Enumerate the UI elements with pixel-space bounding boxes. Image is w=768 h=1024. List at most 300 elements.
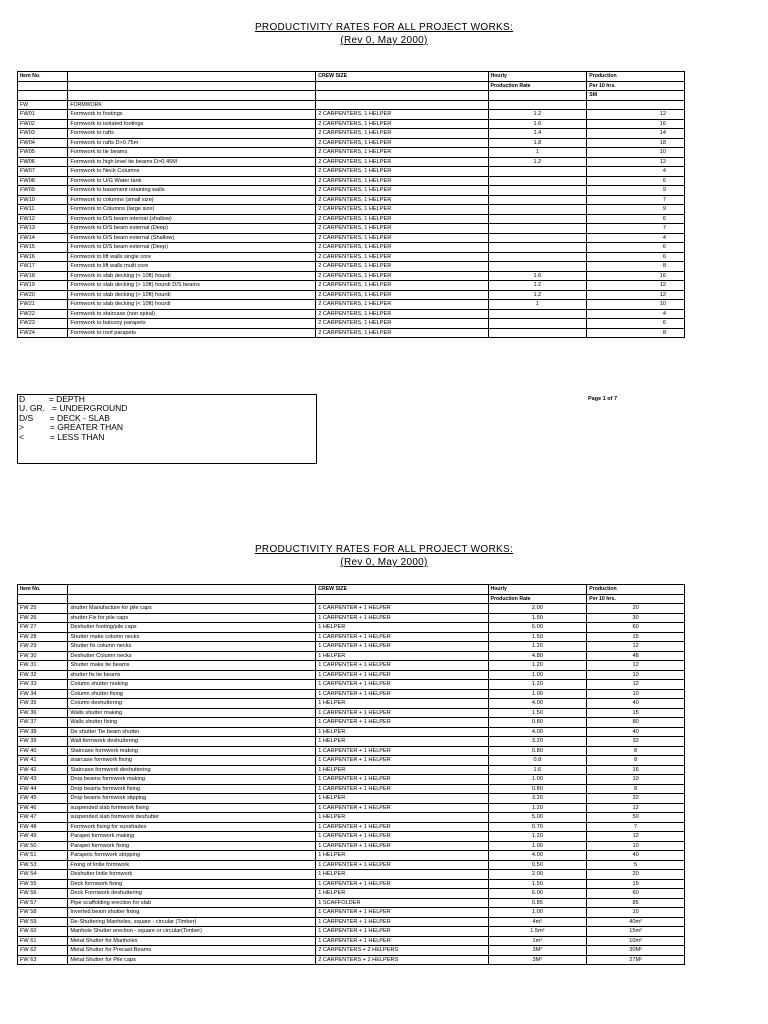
table-row [18,708,685,718]
crew-size: 2 CARPENTERS, 1 HELPER [316,205,488,215]
item-description: Parapet formwork making [68,832,316,842]
crew-size: 2 CARPENTERS, 1 HELPER [316,243,488,253]
production-per-10hrs: 9 [587,205,685,215]
header-row-2 [18,594,685,604]
item-code: FW 37 [18,718,68,728]
crew-size: 1 CARPENTER + 1 HELPER [316,917,488,927]
header-unit: SM [587,91,685,101]
hourly-rate [488,309,587,319]
item-code: FW 62 [18,946,68,956]
table-row [18,195,685,205]
crew-size: 1 CARPENTER + 1 HELPER [316,604,488,614]
table-row [18,851,685,861]
header-item-no: Item No. [18,72,68,82]
crew-size: 2 CARPENTERS, 1 HELPER [316,319,488,329]
table-row [18,661,685,671]
crew-size: 1 HELPER [316,765,488,775]
item-description: Metal Shutter for Precast Beams [68,946,316,956]
header-row-2 [18,81,685,91]
crew-size: 1 CARPENTER + 1 HELPER [316,841,488,851]
legend-line: > = GREATER THAN [19,422,124,433]
table-row [18,290,685,300]
hourly-rate: 1.6 [488,271,587,281]
item-description: Parapet formwork fixing [68,841,316,851]
item-code: FW 49 [18,832,68,842]
production-per-10hrs: 20 [587,870,685,880]
production-per-10hrs: 40m² [587,917,685,927]
table-row [18,651,685,661]
production-per-10hrs: 12 [587,661,685,671]
table-row [18,699,685,709]
table-row [18,642,685,652]
item-code: FW24 [18,328,68,338]
header-row-3 [18,91,685,101]
header-hourly: Hourly [488,585,587,595]
crew-size: 2 CARPENTERS, 1 HELPER [316,167,488,177]
production-per-10hrs: 6 [587,319,685,329]
item-code: FW05 [18,148,68,158]
item-code: FW 54 [18,870,68,880]
header-crew-size: CREW SIZE [316,585,488,595]
crew-size: 1 HELPER [316,727,488,737]
crew-size: 1 SCAFFOLDER [316,898,488,908]
crew-size: 2 CARPENTERS, 1 HELPER [316,262,488,272]
page2-title-line2: (Rev 0, May 2000) [340,557,428,568]
hourly-rate: 1.20 [488,642,587,652]
item-description: Formwork to footings [68,110,316,120]
item-description: Metal Shutter for Pile caps [68,955,316,965]
production-per-10hrs: 80 [587,718,685,728]
table-row [18,860,685,870]
hourly-rate: 1.20 [488,661,587,671]
hourly-rate [488,167,587,177]
crew-size: 1 CARPENTER + 1 HELPER [316,927,488,937]
header-row [18,72,685,82]
crew-size: 1 CARPENTER + 1 HELPER [316,708,488,718]
crew-size: 1 CARPENTER + 1 HELPER [316,661,488,671]
item-description: Metal Shutter for Manholes [68,936,316,946]
crew-size: 1 CARPENTER + 1 HELPER [316,613,488,623]
production-per-10hrs: 12 [587,680,685,690]
legend-line: D = DEPTH [19,394,85,404]
table-row [18,832,685,842]
item-code: FW 39 [18,737,68,747]
production-per-10hrs: 6 [587,176,685,186]
crew-size: 1 HELPER [316,699,488,709]
table-row [18,784,685,794]
table-row [18,955,685,965]
item-description: Formwork to slab decking (> 10ft) hourdi [68,290,316,300]
production-per-10hrs: 60 [587,889,685,899]
table-row [18,262,685,272]
hourly-rate [488,252,587,262]
abbreviation-legend [17,394,317,464]
item-code: FW 41 [18,756,68,766]
item-code: FW21 [18,300,68,310]
table-row [18,898,685,908]
item-code: FW 42 [18,765,68,775]
crew-size: 1 CARPENTER + 1 HELPER [316,689,488,699]
crew-size: 1 CARPENTER + 1 HELPER [316,936,488,946]
item-code: FW 33 [18,680,68,690]
item-description: Formwork to staircase (non spiral) [68,309,316,319]
table-row [18,138,685,148]
item-code: FW22 [18,309,68,319]
hourly-rate: 0.80 [488,746,587,756]
production-per-10hrs: 4 [587,167,685,177]
hourly-rate [488,214,587,224]
hourly-rate: 1.2 [488,110,587,120]
header-hourly-rate: Production Rate [488,81,587,91]
page-number: Page 1 of 7 [588,396,618,402]
header-per-10hrs: Per 10 hrs. [587,594,685,604]
production-per-10hrs: 48 [587,651,685,661]
crew-size: 1 CARPENTER + 1 HELPER [316,784,488,794]
item-description: staircase formwork fixing [68,756,316,766]
crew-size: 2 CARPENTERS, 1 HELPER [316,195,488,205]
hourly-rate: 1.6 [488,765,587,775]
item-description: shutter Manufacture for pile caps [68,604,316,614]
hourly-rate: 1.2 [488,281,587,291]
item-description: Pipe scaffolding erection for slab [68,898,316,908]
hourly-rate: 1.5m² [488,927,587,937]
hourly-rate [488,176,587,186]
header-per-10hrs: Per 10 hrs. [587,81,685,91]
table-row [18,718,685,728]
hourly-rate [488,224,587,234]
item-description: Fixing of lintle formwork [68,860,316,870]
legend-line: < = LESS THAN [19,431,105,442]
table-row [18,680,685,690]
item-description: Column shutter fixing [68,689,316,699]
table-row [18,309,685,319]
section-row [18,100,685,110]
production-per-10hrs: 8 [587,328,685,338]
item-description: Formwork to Columns (large size) [68,205,316,215]
production-per-10hrs: 7 [587,822,685,832]
production-per-10hrs: 8 [587,746,685,756]
production-per-10hrs: 12 [587,832,685,842]
item-description: Formwork to high level tie beams D>0.45M [68,157,316,167]
item-code: FW 61 [18,936,68,946]
hourly-rate: 4m² [488,917,587,927]
production-per-10hrs: 4 [587,309,685,319]
item-description: Formwork fixing for sunshades [68,822,316,832]
page2-title [0,543,768,569]
item-code: FW 58 [18,908,68,918]
production-per-10hrs: 30 [587,613,685,623]
hourly-rate: 1.20 [488,680,587,690]
production-per-10hrs: 10 [587,908,685,918]
table-row [18,224,685,234]
production-per-10hrs: 50 [587,813,685,823]
production-per-10hrs: 10 [587,148,685,158]
header-item-no: Item No. [18,585,68,595]
hourly-rate [488,205,587,215]
crew-size: 1 HELPER [316,851,488,861]
crew-size: 2 CARPENTERS, 1 HELPER [316,176,488,186]
hourly-rate: 0.70 [488,822,587,832]
production-per-10hrs: 16 [587,765,685,775]
table-row [18,936,685,946]
table-row [18,205,685,215]
item-description: Formwork to rafts D>0.75m [68,138,316,148]
crew-size: 2 CARPENTERS, 1 HELPER [316,224,488,234]
hourly-rate: 1.6 [488,119,587,129]
production-per-10hrs: 85 [587,898,685,908]
table-row [18,300,685,310]
production-per-10hrs: 18 [587,138,685,148]
hourly-rate: 1.2 [488,290,587,300]
crew-size: 1 CARPENTER + 1 HELPER [316,803,488,813]
crew-size: 2 CARPENTERS, 1 HELPER [316,157,488,167]
production-per-10hrs: 60 [587,623,685,633]
header-crew-size: CREW SIZE [316,72,488,82]
item-code: FW02 [18,119,68,129]
production-per-10hrs: 6 [587,214,685,224]
crew-size: 2 CARPENTERS, 1 HELPER [316,233,488,243]
item-description: Deshutter footing/pile caps [68,623,316,633]
hourly-rate: 0.85 [488,898,587,908]
item-description: shutter fix tie beams [68,670,316,680]
item-description: Column deshuttering [68,699,316,709]
item-description: Drop beams formwork fixing [68,784,316,794]
item-code: FW18 [18,271,68,281]
production-per-10hrs: 10 [587,300,685,310]
crew-size: 1 HELPER [316,651,488,661]
item-code: FW10 [18,195,68,205]
crew-size: 1 CARPENTER + 1 HELPER [316,642,488,652]
item-description: Formwork to balcony parapets [68,319,316,329]
production-per-10hrs: 15 [587,879,685,889]
crew-size: 1 HELPER [316,889,488,899]
hourly-rate: 1.8 [488,138,587,148]
item-code: FW 40 [18,746,68,756]
crew-size: 1 HELPER [316,737,488,747]
production-per-10hrs: 7 [587,224,685,234]
item-code: FW 55 [18,879,68,889]
item-code: FW 60 [18,927,68,937]
production-per-10hrs: 5 [587,860,685,870]
crew-size: 2 CARPENTERS, 1 HELPER [316,252,488,262]
crew-size: 2 CARPENTERS, 1 HELPER [316,119,488,129]
crew-size: 1 HELPER [316,794,488,804]
item-code: FW 29 [18,642,68,652]
item-description: De shutter Tie beam shutter [68,727,316,737]
table-row [18,176,685,186]
table-row [18,813,685,823]
item-description: Formwork to D/S beam external (Deep) [68,243,316,253]
item-code: FW06 [18,157,68,167]
item-code: FW 48 [18,822,68,832]
hourly-rate: 4.80 [488,651,587,661]
item-description: Formwork to D/S beam external (Deep) [68,224,316,234]
item-description: Formwork to slab decking (< 10ft) hourdi [68,300,316,310]
table-row [18,841,685,851]
item-description: Deshutter Column necks [68,651,316,661]
production-per-10hrs: 10 [587,689,685,699]
item-description: shutter Fix for pile caps [68,613,316,623]
item-code: FW17 [18,262,68,272]
item-code: FW 46 [18,803,68,813]
item-description: Wall formwork deshuttering [68,737,316,747]
table-row [18,727,685,737]
hourly-rate [488,195,587,205]
item-code: FW 26 [18,613,68,623]
crew-size: 1 CARPENTER + 1 HELPER [316,632,488,642]
item-code: FW 25 [18,604,68,614]
hourly-rate: 3.20 [488,737,587,747]
item-description: Formwork to lift walls multi core [68,262,316,272]
table-row [18,803,685,813]
item-description: De-Shuttering Manholes, square - circular (Timber) [68,917,316,927]
crew-size: 1 CARPENTER + 1 HELPER [316,670,488,680]
item-description: Drop beams formwork making [68,775,316,785]
production-per-10hrs: 20 [587,604,685,614]
table-row [18,946,685,956]
table-row [18,908,685,918]
hourly-rate: 6.00 [488,889,587,899]
hourly-rate: 3.20 [488,794,587,804]
crew-size: 1 CARPENTER + 1 HELPER [316,908,488,918]
item-description: Formwork to D/S beam internal (shallow) [68,214,316,224]
crew-size: 1 CARPENTER + 1 HELPER [316,746,488,756]
hourly-rate: 1 [488,300,587,310]
legend-line: U. GR. = UNDERGROUND [19,403,128,414]
hourly-rate: 0.50 [488,860,587,870]
crew-size: 2 CARPENTERS, 1 HELPER [316,129,488,139]
item-code: FW14 [18,233,68,243]
section-title: FORMWORK [68,100,316,110]
header-hourly: Hourly [488,72,587,82]
item-code: FW 27 [18,623,68,633]
table-row [18,775,685,785]
hourly-rate: 4.00 [488,851,587,861]
item-description: Walls shutter fixing [68,718,316,728]
item-description: Formwork to isolated footings [68,119,316,129]
production-per-10hrs: 40 [587,727,685,737]
hourly-rate: 2.00 [488,604,587,614]
crew-size: 2 CARPENTERS, 1 HELPER [316,281,488,291]
crew-size: 1 HELPER [316,623,488,633]
item-code: FW20 [18,290,68,300]
item-description: Formwork to U/G Water tank [68,176,316,186]
page1-title-line2: (Rev 0, May 2000) [340,35,428,46]
hourly-rate: 6.00 [488,623,587,633]
hourly-rate: 1m² [488,936,587,946]
item-description: Deck formwork fixing [68,879,316,889]
page1-title-line1: PRODUCTIVITY RATES FOR ALL PROJECT WORKS: [254,22,514,33]
crew-size: 2 CARPENTERS, 1 HELPER [316,214,488,224]
table-row [18,756,685,766]
production-per-10hrs: 15 [587,708,685,718]
hourly-rate [488,328,587,338]
table-row [18,281,685,291]
item-code: FW 45 [18,794,68,804]
table-row [18,243,685,253]
crew-size: 1 HELPER [316,870,488,880]
hourly-rate: 4.00 [488,727,587,737]
table-row [18,157,685,167]
hourly-rate: 1.50 [488,632,587,642]
header-production: Production [587,585,685,595]
table-row [18,623,685,633]
crew-size: 1 CARPENTER + 1 HELPER [316,775,488,785]
item-code: FW 57 [18,898,68,908]
hourly-rate: 1.50 [488,708,587,718]
item-code: FW 59 [18,917,68,927]
item-description: Formwork to slab decking (> 10ft) hourdi D/S beams [68,281,316,291]
table-row [18,794,685,804]
item-code: FW 50 [18,841,68,851]
item-code: FW 30 [18,651,68,661]
production-per-10hrs: 9 [587,186,685,196]
table-row [18,889,685,899]
table-row [18,167,685,177]
page2-title-line1: PRODUCTIVITY RATES FOR ALL PROJECT WORKS: [254,544,514,555]
item-code: FW01 [18,110,68,120]
item-code: FW 44 [18,784,68,794]
hourly-rate: 0.8 [488,756,587,766]
crew-size: 2 CARPENTERS, 1 HELPER [316,148,488,158]
item-code: FW 63 [18,955,68,965]
hourly-rate: 1.2 [488,157,587,167]
table-row [18,632,685,642]
production-per-10hrs: 6 [587,252,685,262]
hourly-rate: 3M² [488,946,587,956]
production-per-10hrs: 10 [587,775,685,785]
header-hourly-rate: Production Rate [488,594,587,604]
table-row [18,186,685,196]
hourly-rate: 3M² [488,955,587,965]
table-row [18,879,685,889]
item-description: Formwork to columns (small size) [68,195,316,205]
item-code: FW 36 [18,708,68,718]
hourly-rate [488,233,587,243]
item-code: FW09 [18,186,68,196]
table-row [18,870,685,880]
item-code: FW 38 [18,727,68,737]
item-description: Drop beams formwork stipping [68,794,316,804]
production-per-10hrs: 12 [587,803,685,813]
crew-size: 2 CARPENTERS + 2 HELPERS [316,955,488,965]
item-code: FW 28 [18,632,68,642]
item-code: FW23 [18,319,68,329]
page1-title [0,21,768,47]
production-per-10hrs: 12 [587,110,685,120]
production-per-10hrs: 8 [587,756,685,766]
production-per-10hrs: 10m² [587,936,685,946]
table-row [18,670,685,680]
item-code: FW16 [18,252,68,262]
production-per-10hrs: 15 [587,632,685,642]
item-code: FW 35 [18,699,68,709]
crew-size: 2 CARPENTERS, 1 HELPER [316,328,488,338]
item-description: suspended slab formwork fixing [68,803,316,813]
item-description: Shutter make column necks [68,632,316,642]
crew-size: 2 CARPENTERS + 2 HELPERS [316,946,488,956]
hourly-rate [488,243,587,253]
hourly-rate [488,319,587,329]
production-per-10hrs: 10 [587,841,685,851]
table-row [18,328,685,338]
hourly-rate: 5.00 [488,813,587,823]
hourly-rate: 1.20 [488,803,587,813]
crew-size: 1 CARPENTER + 1 HELPER [316,756,488,766]
item-code: FW07 [18,167,68,177]
header-production: Production [587,72,685,82]
item-description: Formwork to roof parapets [68,328,316,338]
